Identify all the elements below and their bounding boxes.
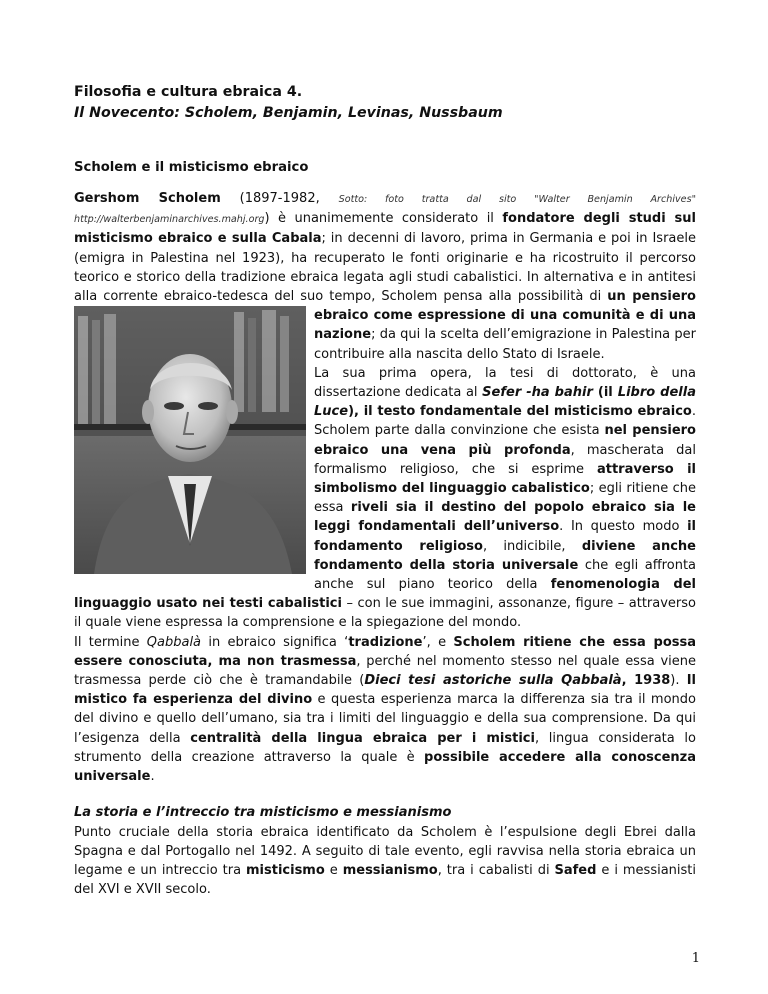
document-title — [74, 82, 714, 124]
photo-caption: Sotto: foto tratta dal sito "Walter Benjamin Archives" http://walterbenjaminarchives.mahj.org — [74, 194, 696, 226]
page-number: 1 — [691, 951, 700, 966]
paragraph-3: Punto cruciale della storia ebraica identificato da Scholem è l’espulsione degli Ebrei dalla Spagna e dal Portogallo nel 1492. A seguito di tale evento, egli ravvisa nella storia ebraica un legame e un intreccio tra misticismo e messianismo, tra i cabalisti di Safed e i messianisti del XVI e XVII secolo. — [74, 824, 697, 898]
body-text — [74, 189, 696, 899]
title-line-1: Filosofia e cultura ebraica 4. — [74, 84, 303, 100]
title-line-2: Il Novecento: Scholem, Benjamin, Levinas, Nussbaum — [74, 105, 503, 121]
paragraph-2: Il termine Qabbalà in ebraico significa ‘tradizione’, e Scholem ritiene che essa possa essere conosciuta, ma non trasmessa, perché nel momento stesso nel quale essa viene trasmessa perde ciò che è tramandabile (Dieci tesi astoriche sulla Qabbalà, 1938). Il mistico fa esperienza del divino e questa esperienza marca la differenza sia tra il mondo del divino e quello dell’umano, sia tra i limiti del linguaggio e della sua comprensione. Da qui l’esigenza della centralità della lingua ebraica per i mistici, lingua considerata lo strumento della creazione attraverso la quale è possibile accedere alla conoscenza universale. — [74, 634, 696, 785]
section-title: Scholem e il misticismo ebraico — [74, 160, 309, 175]
subheading: La storia e l’intreccio tra misticismo e messianismo — [74, 805, 452, 821]
scholem-photo — [74, 306, 306, 574]
paragraph-1: Gershom Scholem (1897-1982, Sotto: foto tratta dal sito "Walter Benjamin Archives" http://walterbenjaminarchives.mahj.org) è unanimemente considerato il fondatore degli studi sul misticismo ebraico e sulla Cabala; in decenni di lavoro, prima in Germania e poi in Israele (emigra in Palestina nel 1923), ha recuperato le fonti originarie e ha ricostruito il percorso teorico e storico della tradizione ebraica legata agli studi cabalistici. In alternativa e in antitesi alla corrente ebraico-tedesca del suo tempo, Scholem pensa alla possibilità di un pensiero ebraico come espressione di una comunità e di una nazione; da qui la scelta dell’emigrazione in Palestina per contribuire alla nascita dello Stato di Israele. La sua prima opera, la tesi di dottorato, è una dissertazione dedicata al Sefer -ha bahir (il Libro della Luce), il testo fondamentale del misticismo ebraico. Scholem parte dalla convinzione che esista nel pensiero ebraico una vena più profonda, mascherata dal formalismo religioso, che si esprime attraverso il simbolismo del linguaggio cabalistico; egli ritiene che essa riveli sia il destino del popolo ebraico sia le leggi fondamentali dell’universo. In questo modo il fondamento religioso, indicibile, diviene anche fondamento della storia universale che egli affronta anche sul piano teorico della fenomenologia del linguaggio usato nei testi cabalistici – con le sue immagini, assonanze, figure – attraverso il quale viene espressa la comprensione e la spiegazione del mondo. — [74, 191, 697, 631]
